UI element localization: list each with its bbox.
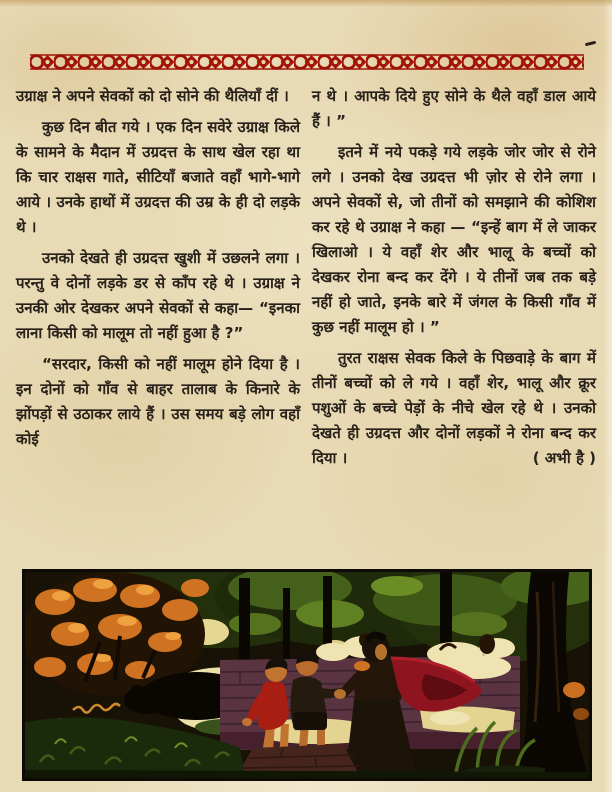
ink-mark — [585, 41, 596, 47]
story-paragraph: उग्राक्ष ने अपने सेवकों को दो सोने की थैलियाँ दीं । — [16, 87, 289, 105]
continuation-note: ( अभी है ) — [532, 449, 596, 467]
story-paragraph: न थे । आपके दिये हुए सोने के थैले वहाँ डाल आये हैं । ” — [312, 87, 596, 130]
story-paragraph-text: तुरत राक्षस सेवक किले के पिछवाड़े के बाग में तीनों बच्चों को ले गये । वहाँ शेर, भालू और क्रूर पशुओं के बच्चे पेड़ों के नीचे खेल रहे थे । उनको देखते ही उग्रदत्त और दोनों लड़कों ने रोना बन्द कर दिया । — [312, 349, 596, 467]
chain-ornament-border — [30, 52, 584, 72]
story-paragraph: कुछ दिन बीत गये । एक दिन सवेरे उग्राक्ष किले के सामने के मैदान में उग्रदत्त के साथ खेल रहा था कि चार राक्षस गाते, सीटियाँ बजाते वहाँ भागे-भागे आये । उनके हाथों में उग्रदत्त की उम्र के ही दो लड़के थे । — [16, 118, 300, 236]
story-paragraph: “सरदार, किसी को नहीं मालूम होने दिया है । इन दोनों को गाँव से बाहर तालाब के किनारे के झोंपड़ों से उठाकर लाये हैं । उस समय बड़े लोग वहाँ कोई — [16, 355, 300, 448]
story-illustration — [22, 569, 592, 781]
text-column-right — [312, 84, 596, 471]
story-paragraph — [312, 346, 596, 471]
story-paragraph: इतने में नये पकड़े गये लड़के जोर जोर से रोने लगे । उनको देख उग्रदत्त भी ज़ोर से रोने लगा । अपने सेवकों से, जो तीनों को समझाने की कोशिश कर रहे थे उग्राक्ष ने कहा — “इन्हें बाग में ले जाकर खिलाओ । ये वहाँ शेर और भालू के बच्चों को देखकर रोना बन्द कर देंगे । ये तीनों जब तक बड़े नहीं हो जाते, इनके बारे में जंगल के किसी गाँव में कुछ नहीं मालूम हो । ” — [312, 143, 596, 336]
story-paragraph: उनको देखते ही उग्रदत्त खुशी में उछलने लगा । परन्तु वे दोनों लड़के डर से काँप रहे थे । उग्राक्ष ने उनकी ओर देखकर अपने सेवकों से कहा— “इनका लाना किसी को मालूम तो नहीं हुआ है ?” — [16, 249, 300, 342]
text-column-left — [16, 84, 300, 458]
